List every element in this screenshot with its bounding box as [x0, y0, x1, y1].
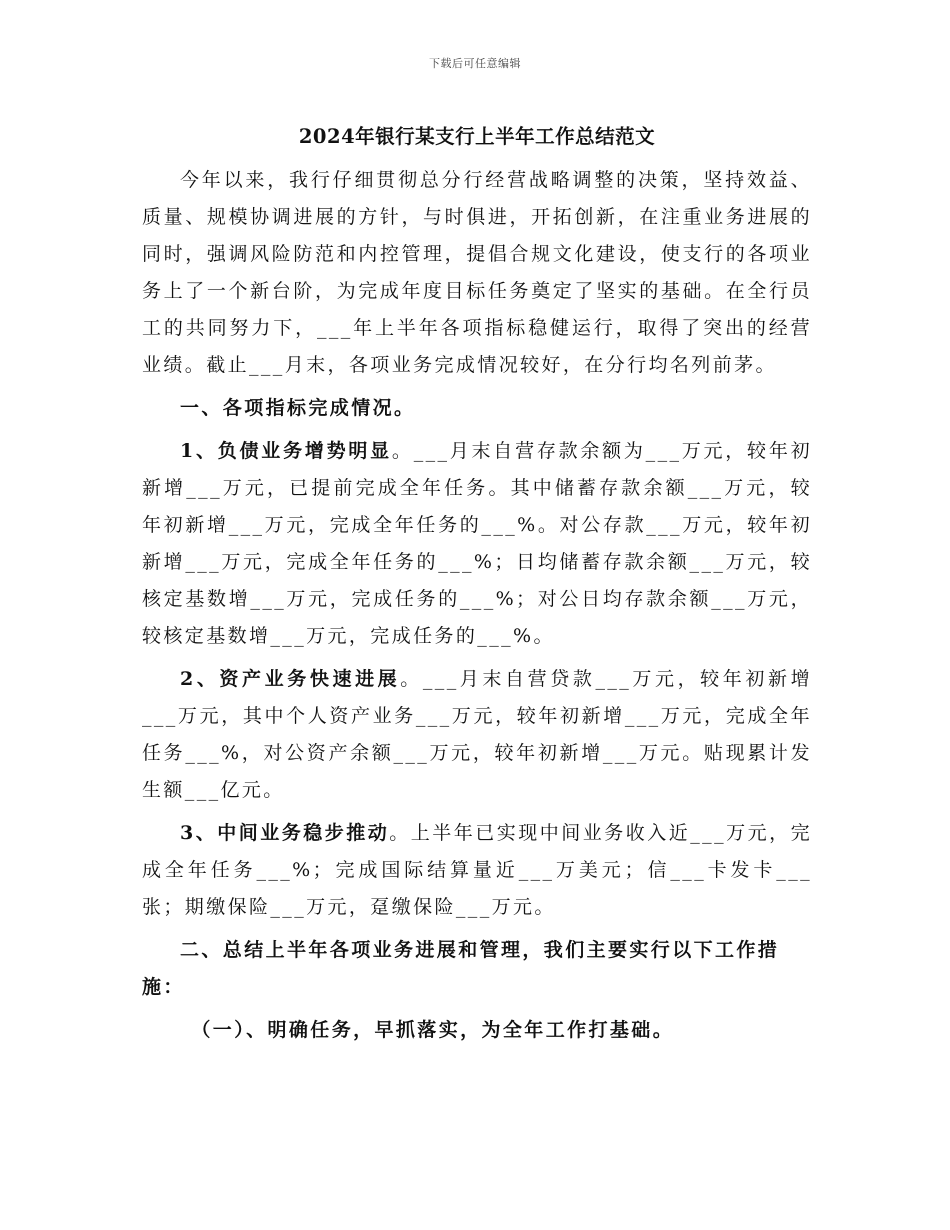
header-note: 下载后可任意编辑 [429, 57, 521, 70]
item-2-lead: 2、资产业务快速进展 [180, 668, 401, 690]
document-body [142, 122, 812, 1055]
item-3-paragraph [142, 815, 812, 926]
item-3-lead: 3、中间业务稳步推动 [180, 822, 390, 844]
document-title: 2024年银行某支行上半年工作总结范文 [298, 125, 656, 148]
item-3-text: 。上半年已实现中间业务收入近___万元，完成全年任务___%；完成国际结算量近___万美元；信___卡发卡___张；期缴保险___万元，趸缴保险___万元。 [142, 822, 812, 918]
section-1-heading: 一、各项指标完成情况。 [180, 397, 416, 419]
intro-paragraph: 今年以来，我行仔细贯彻总分行经营战略调整的决策，坚持效益、质量、规模协调进展的方针，与时俱进，开拓创新，在注重业务进展的同时，强调风险防范和内控管理，提倡合规文化建设，使支行的各项业务上了一个新台阶，为完成年度目标任务奠定了坚实的基础。在全行员工的共同努力下，___年上半年各项指标稳健运行，取得了突出的经营业绩。截止___月末，各项业务完成情况较好，在分行均名列前茅。 [142, 169, 812, 376]
section-2-subheading: （一）、明确任务，早抓落实，为全年工作打基础。 [191, 1019, 675, 1041]
section-2-heading: 二、总结上半年各项业务进展和管理，我们主要实行以下工作措施： [142, 939, 780, 998]
item-2-paragraph [142, 661, 812, 809]
item-1-paragraph [142, 433, 812, 655]
item-1-text: 。___月末自营存款余额为___万元，较年初新增___万元，已提前完成全年任务。其中储蓄存款余额___万元，较年初新增___万元，完成全年任务的___%。对公存款___万元，较年初新增___万元，完成全年任务的___%；日均储蓄存款余额___万元，较核定基数增___万元，完成任务的___%；对公日均存款余额___万元，较核定基数增___万元，完成任务的___%。 [142, 440, 812, 647]
item-2-text: 。___月末自营贷款___万元，较年初新增___万元，其中个人资产业务___万元，较年初新增___万元，完成全年任务___%，对公资产余额___万元，较年初新增___万元。贴现累计发生额___亿元。 [142, 668, 812, 801]
item-1-lead: 1、负债业务增势明显 [180, 440, 392, 462]
